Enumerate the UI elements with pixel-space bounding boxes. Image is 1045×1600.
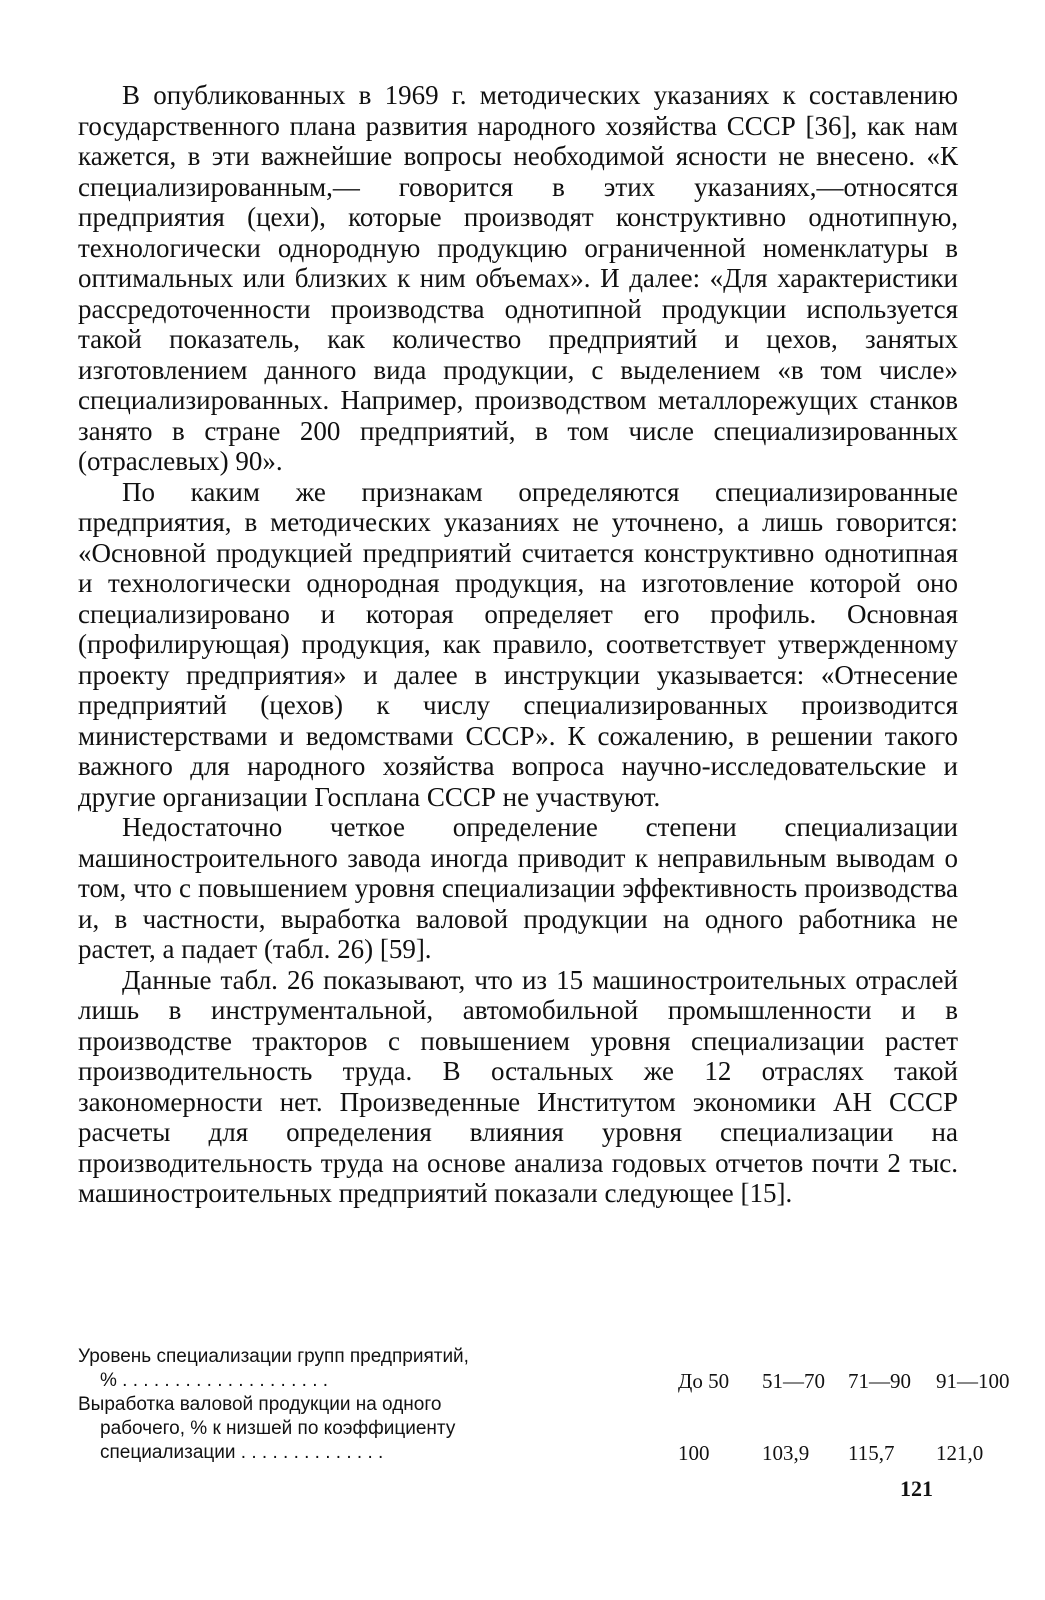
- paragraph: По каким же признакам определяются специализированные предприятия, в методических указаниях не уточнено, а лишь говорится: «Основной продукцией предприятий считается конструктивно однотипная и технологически однородная продукция, на изготовление которой оно специализировано и которая определяет его профиль. Основная (профилирующая) продукция, как правило, соответствует утвержденному проекту предприятия» и далее в инструкции указывается: «Отнесение предприятий (цехов) к числу специализированных производится министерствами и ведомствами СССР». К сожалению, в решении такого важного для народного хозяйства вопроса научно-исследовательские и другие организации Госплана СССР не участвуют.: [78, 476, 958, 812]
- table-cell: До 50: [678, 1369, 730, 1393]
- table-cell: 115,7: [848, 1441, 895, 1465]
- row-label: Выработка валовой продукции на одного: [78, 1394, 442, 1415]
- row-label: % . . . . . . . . . . . . . . . . . . . .: [100, 1370, 329, 1391]
- table-row: [78, 1441, 984, 1465]
- table-row: [78, 1345, 958, 1369]
- table-cell: 100: [678, 1441, 710, 1465]
- body-text: [78, 80, 958, 1209]
- paragraph: Данные табл. 26 показывают, что из 15 машиностроительных отраслей лишь в инструментальной, автомобильной промышленности и в производстве тракторов с повышением уровня специализации растет производительность труда. В остальных же 12 отраслях такой закономерности нет. Произведенные Институтом экономики АН СССР расчеты для определения влияния уровня специализации на производительность труда на основе анализа годовых отчетов почти 2 тыс. машиностроительных предприятий показали следующее [15].: [78, 964, 958, 1208]
- paragraph: В опубликованных в 1969 г. методических указаниях к составлению государственного плана развития народного хозяйства СССР [36], как нам кажется, в эти важнейшие вопросы необходимой ясности не внесено. «К специализированным,— говорится в этих указаниях,—относятся предприятия (цехи), которые производят конструктивно однотипную, технологически однородную продукцию ограниченной номенклатуры в оптимальных или близких к ним объемах». И далее: «Для характеристики рассредоточенности производства однотипной продукции используется такой показатель, как количество предприятий и цехов, занятых изготовлением данного вида продукции, с выделением «в том числе» специализированных. Например, производством металлорежущих станков занято в стране 200 предприятий, в том числе специализированных (отраслевых) 90».: [78, 80, 958, 476]
- table-cell: 121,0: [936, 1441, 984, 1465]
- table-cell: 71—90: [848, 1369, 911, 1393]
- page-number: 121: [900, 1476, 933, 1501]
- paragraph: Недостаточно четкое определение степени специализации машиностроительного завода иногда приводит к неправильным выводам о том, что с повышением уровня специализации эффективность производства и, в частности, выработка валовой продукции на одного работника не растет, а падает (табл. 26) [59].: [78, 812, 958, 964]
- row-label: Уровень специализации групп предприятий,: [78, 1346, 469, 1367]
- table-cell: 103,9: [762, 1441, 810, 1465]
- table-cell: 51—70: [762, 1369, 825, 1393]
- table-cell: 91—100: [936, 1369, 1010, 1393]
- table-row: [78, 1369, 1010, 1393]
- table-row: [78, 1393, 958, 1417]
- table-row: [78, 1417, 958, 1441]
- specialization-table: [78, 1345, 1010, 1465]
- row-label: специализации . . . . . . . . . . . . . .: [100, 1442, 384, 1463]
- row-label: рабочего, % к низшей по коэффициенту: [100, 1418, 456, 1439]
